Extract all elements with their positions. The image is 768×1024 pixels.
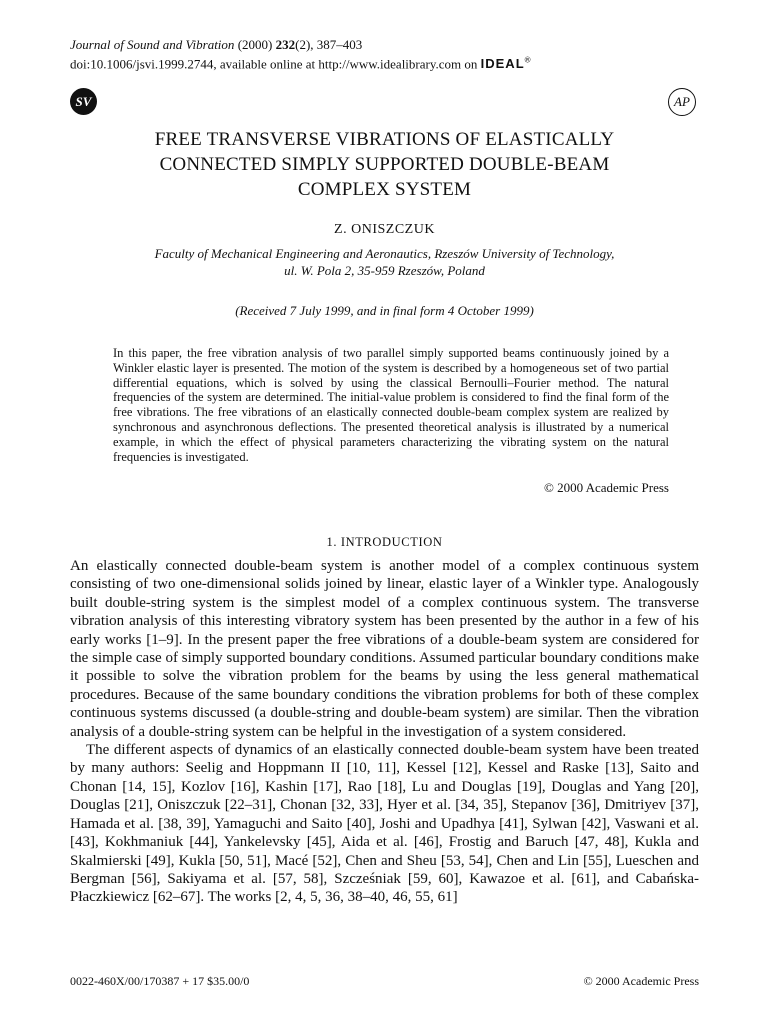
journal-name: Journal of Sound and Vibration	[70, 37, 235, 52]
sv-logo: SV	[70, 88, 97, 115]
footer-copyright: © 2000 Academic Press	[583, 974, 699, 988]
journal-year: (2000)	[237, 37, 273, 52]
journal-citation	[70, 37, 362, 53]
paragraph-1: An elastically connected double-beam system is another model of a complex continuous system consisting of two one-dimensional solids joined by linear, elastic layer of a Winkler type. Analogously built double-string system is the simplest model of a complex continuous system. The transverse vibration analysis of this interesting vibratory system has been presented by the author in a few of his early works [1–9]. In the present paper the free vibrations of a double-beam system are considered for the simple case of simply supported boundary conditions. Assumed particular boundary conditions make it possible to solve the vibration problem for the beams by using the less general mathematical procedures. Because of the same boundary conditions the vibration problems for both of these complex continuous systems discussed (a double-string and double-beam system) are similar. Then the vibration analysis of a double-string system can be helpful in the investigation of a system considered.	[70, 558, 699, 740]
doi-line	[70, 53, 532, 72]
section-heading: 1. INTRODUCTION	[326, 535, 443, 549]
ap-logo: AP	[668, 88, 696, 116]
affiliation-line-2: ul. W. Pola 2, 35-959 Rzeszów, Poland	[284, 263, 485, 278]
affiliation	[70, 245, 699, 279]
body-text	[70, 557, 699, 907]
affiliation-line-1: Faculty of Mechanical Engineering and Aeronautics, Rzeszów University of Technology,	[154, 246, 615, 261]
footer-code: 0022-460X/00/170387 + 17 $35.00/0	[70, 974, 250, 988]
page-footer	[70, 974, 699, 989]
title-line-1: FREE TRANSVERSE VIBRATIONS OF ELASTICALLY	[154, 129, 615, 150]
doi-text: doi:10.1006/jsvi.1999.2744, available online at http://www.idealibrary.com on	[70, 56, 478, 72]
title-line-2: CONNECTED SIMPLY SUPPORTED DOUBLE-BEAM	[159, 154, 610, 175]
journal-volume: 232	[275, 37, 296, 52]
title-line-3: COMPLEX SYSTEM	[297, 179, 472, 200]
paper-title	[70, 127, 699, 202]
abstract: In this paper, the free vibration analysis of two parallel simply supported beams continuously joined by a Winkler elastic layer is presented. The motion of the system is described by a homogeneous set of two partial differential equations, which is solved by using the classical Bernoulli–Fourier method. The natural frequencies of the system are determined. The initial-value problem is considered to find the final form of the free vibrations. The free vibrations of an elastically connected double-beam complex system are realized by synchronous and asynchronous deflections. The presented theoretical analysis is illustrated by a numerical example, in which the effect of physical parameters characterizing the vibrating system on the natural frequencies is investigated.	[113, 346, 669, 464]
journal-issue-pages: (2), 387–403	[295, 37, 363, 52]
received-dates: (Received 7 July 1999, and in final form 4 October 1999)	[235, 303, 534, 318]
ideal-logo: IDEAL®	[480, 56, 532, 72]
paragraph-2: The different aspects of dynamics of an elastically connected double-beam system have been treated by many authors: Seelig and Hoppmann II [10, 11], Kessel [12], Kessel and Raske [13], Saito and Chonan [14, 15], Kozlov [16], Kashin [17], Rao [18], Lu and Douglas [19], Douglas and Yang [20], Douglas [21], Oniszczuk [22–31], Chonan [32, 33], Hyer et al. [34, 35], Stepanov [36], Dmitriyev [37], Hamada et al. [38, 39], Yamaguchi and Saito [40], Joshi and Upadhya [41], Sylwan [42], Vaswani et al. [43], Kokhmaniuk [44], Yankelevsky [45], Aida et al. [46], Frostig and Baruch [47, 48], Kukla and Skalmierski [49], Kukla [50, 51], Macé [52], Chen and Sheu [53, 54], Chen and Lin [55], Lueschen and Bergman [56], Sakiyama et al. [57, 58], Szcześniak [59, 60], Kawazoe et al. [61], and Cabańska-Płaczkiewicz [62–67]. The works [2, 4, 5, 36, 38–40, 46, 55, 61]	[70, 742, 699, 906]
author-name: Z. ONISZCZUK	[334, 222, 435, 237]
abstract-copyright: © 2000 Academic Press	[543, 480, 669, 495]
